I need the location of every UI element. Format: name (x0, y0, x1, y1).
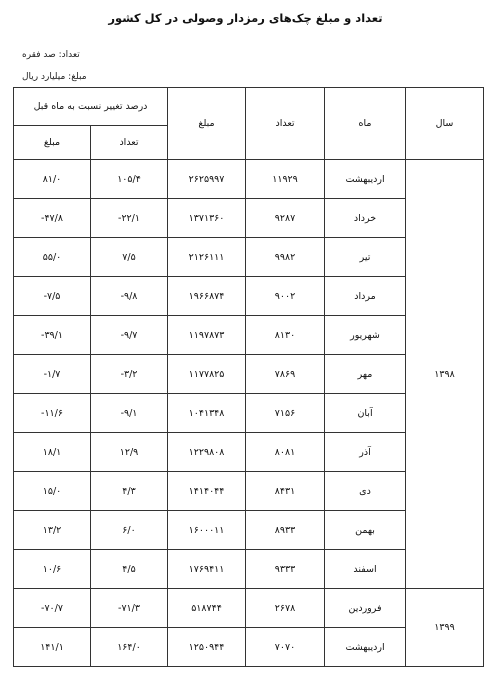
cell-change-amount: ۱۸/۱ (14, 433, 91, 472)
cell-count: ۷۱۵۶ (246, 394, 325, 433)
cell-month: دی (325, 472, 406, 511)
cell-count: ۹۹۸۲ (246, 238, 325, 277)
cell-change-amount: ۱۳/۲ (14, 511, 91, 550)
table-row (14, 589, 484, 628)
cell-amount: ۵۱۸۷۴۴ (168, 589, 246, 628)
cell-amount: ۲۶۲۵۹۹۷ (168, 160, 246, 199)
header-change-percent: درصد تغییر نسبت به ماه قبل (14, 88, 168, 126)
cell-change-count: ۱۲/۹ (91, 433, 168, 472)
cell-count: ۱۱۹۲۹ (246, 160, 325, 199)
cell-amount: ۱۱۹۷۸۷۳ (168, 316, 246, 355)
header-month: ماه (325, 88, 406, 160)
cell-count: ۸۹۳۳ (246, 511, 325, 550)
cell-count: ۹۳۳۳ (246, 550, 325, 589)
cell-count: ۸۴۳۱ (246, 472, 325, 511)
header-change-amount: مبلغ (14, 126, 91, 160)
cell-change-count: ۷/۵ (91, 238, 168, 277)
cell-change-count: -۲۲/۱ (91, 199, 168, 238)
cell-change-amount: -۷/۵ (14, 277, 91, 316)
cell-change-amount: ۸۱/۰ (14, 160, 91, 199)
cell-change-count: -۷۱/۳ (91, 589, 168, 628)
cell-count: ۲۶۷۸ (246, 589, 325, 628)
cell-amount: ۱۹۶۶۸۷۴ (168, 277, 246, 316)
cell-count: ۹۲۸۷ (246, 199, 325, 238)
cell-change-count: ۴/۵ (91, 550, 168, 589)
cell-month: بهمن (325, 511, 406, 550)
cell-change-amount: ۱۰/۶ (14, 550, 91, 589)
cell-count: ۸۱۳۰ (246, 316, 325, 355)
cell-amount: ۱۲۵۰۹۴۴ (168, 628, 246, 667)
cell-amount: ۱۲۲۹۸۰۸ (168, 433, 246, 472)
cell-month: آذر (325, 433, 406, 472)
table-body (14, 160, 484, 667)
cell-count: ۷۰۷۰ (246, 628, 325, 667)
header-change-count: تعداد (91, 126, 168, 160)
cell-change-amount: -۱۱/۶ (14, 394, 91, 433)
cell-change-amount: ۵۵/۰ (14, 238, 91, 277)
cell-change-amount: -۱/۷ (14, 355, 91, 394)
cell-year: ۱۳۹۸ (406, 160, 484, 589)
cell-count: ۸۰۸۱ (246, 433, 325, 472)
cell-month: خرداد (325, 199, 406, 238)
cell-year: ۱۳۹۹ (406, 589, 484, 667)
cell-change-amount: ۱۵/۰ (14, 472, 91, 511)
cell-month: فروردین (325, 589, 406, 628)
cell-change-amount: -۷۰/۷ (14, 589, 91, 628)
cell-amount: ۱۶۰۰۰۱۱ (168, 511, 246, 550)
cell-month: مرداد (325, 277, 406, 316)
cell-change-amount: ۱۴۱/۱ (14, 628, 91, 667)
cell-amount: ۱۷۶۹۴۱۱ (168, 550, 246, 589)
cell-month: مهر (325, 355, 406, 394)
cell-change-count: -۹/۸ (91, 277, 168, 316)
table-row (14, 160, 484, 199)
cell-amount: ۱۰۴۱۳۴۸ (168, 394, 246, 433)
cell-count: ۷۸۶۹ (246, 355, 325, 394)
header-count: تعداد (246, 88, 325, 160)
cell-change-count: -۳/۲ (91, 355, 168, 394)
cell-amount: ۱۱۷۷۸۲۵ (168, 355, 246, 394)
cell-change-count: ۶/۰ (91, 511, 168, 550)
cell-month: تیر (325, 238, 406, 277)
header-year: سال (406, 88, 484, 160)
cell-change-count: ۱۶۴/۰ (91, 628, 168, 667)
cell-month: شهریور (325, 316, 406, 355)
cell-change-amount: -۳۹/۱ (14, 316, 91, 355)
cell-amount: ۱۴۱۴۰۴۴ (168, 472, 246, 511)
cheque-statistics-table (13, 87, 484, 667)
cell-month: آبان (325, 394, 406, 433)
cell-month: اردیبهشت (325, 628, 406, 667)
cell-change-amount: -۴۷/۸ (14, 199, 91, 238)
cell-change-count: ۱۰۵/۴ (91, 160, 168, 199)
cell-amount: ۲۱۲۶۱۱۱ (168, 238, 246, 277)
cell-month: اردیبهشت (325, 160, 406, 199)
cell-count: ۹۰۰۲ (246, 277, 325, 316)
header-amount: مبلغ (168, 88, 246, 160)
count-unit-label: تعداد: صد فقره (22, 50, 80, 60)
amount-unit-label: مبلغ: میلیارد ریال (22, 72, 87, 82)
cell-amount: ۱۳۷۱۳۶۰ (168, 199, 246, 238)
cell-month: اسفند (325, 550, 406, 589)
cell-change-count: -۹/۷ (91, 316, 168, 355)
cell-change-count: ۴/۳ (91, 472, 168, 511)
page-title: تعداد و مبلغ چک‌های رمزدار وصولی در کل کشور (108, 11, 383, 25)
cell-change-count: -۹/۱ (91, 394, 168, 433)
